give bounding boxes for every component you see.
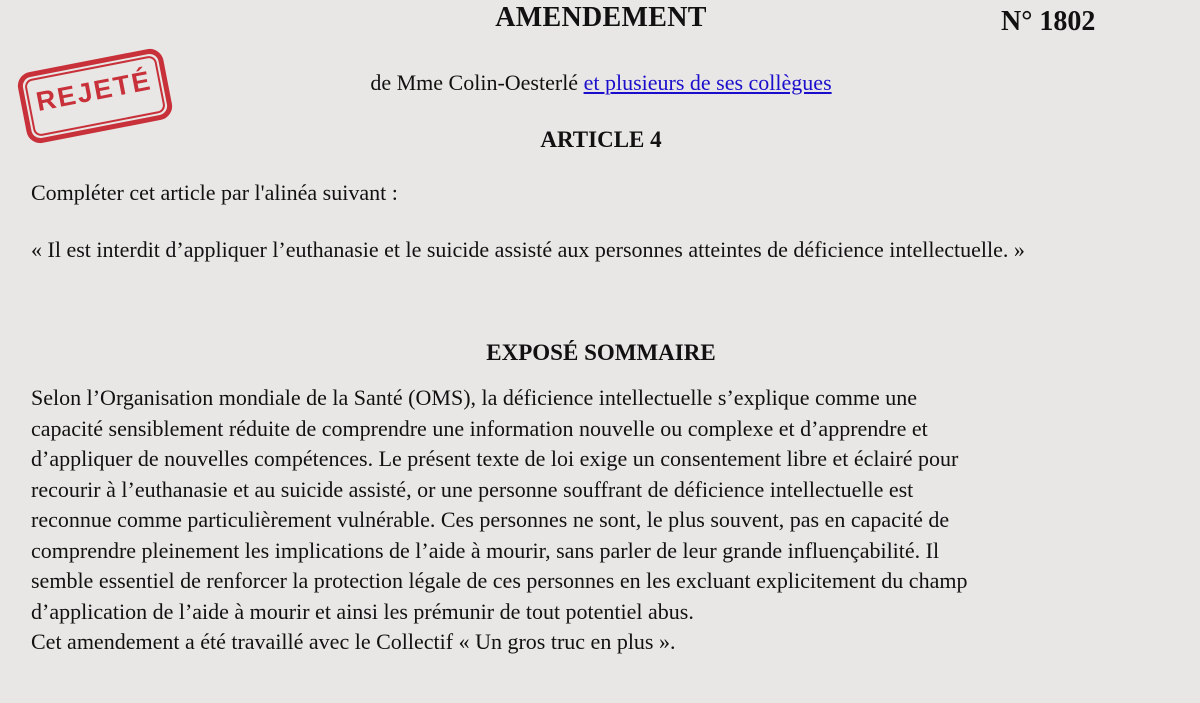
expose-line: capacité sensiblement réduite de comprendre une information nouvelle ou complexe et d’apprendre et	[31, 415, 928, 441]
expose-line: comprendre pleinement les implications de l’aide à mourir, sans parler de leur grande influençabilité. Il	[31, 537, 940, 563]
expose-line: Selon l’Organisation mondiale de la Santé (OMS), la déficience intellectuelle s’explique comme une	[31, 385, 918, 410]
article-intro: Compléter cet article par l'alinéa suivant :	[31, 180, 398, 205]
expose-line: reconnue comme particulièrement vulnérable. Ces personnes ne sont, le plus souvent, pas en capacité de	[31, 507, 950, 532]
article-quote: « Il est interdit d’appliquer l’euthanasie et le suicide assisté aux personnes atteintes de déficience intellectuelle. »	[31, 237, 1025, 262]
expose-heading: EXPOSÉ SOMMAIRE	[486, 340, 716, 365]
expose-body	[31, 383, 1191, 658]
stamp-label: REJETÉ	[33, 65, 155, 117]
amendment-title: AMENDEMENT	[495, 2, 707, 33]
author-name: de Mme Colin-Oesterlé	[370, 70, 579, 95]
expose-line: semble essentiel de renforcer la protection légale de ces personnes en les excluant explicitement du champ	[31, 568, 968, 593]
cosigners-link[interactable]: et plusieurs de ses collègues	[583, 70, 832, 95]
expose-line: d’application de l’aide à mourir et ainsi les prémunir de tout potentiel abus.	[31, 598, 694, 624]
expose-line: recourir à l’euthanasie et au suicide assisté, or une personne souffrant de déficience intellectuelle est	[31, 476, 914, 502]
amendment-number: N° 1802	[1001, 6, 1096, 37]
expose-line: Cet amendement a été travaillé avec le Collectif « Un gros truc en plus ».	[31, 629, 676, 654]
article-heading: ARTICLE 4	[540, 127, 662, 152]
expose-line: d’appliquer de nouvelles compétences. Le présent texte de loi exige un consentement libre et éclairé pour	[31, 446, 959, 471]
author-line	[0, 70, 1200, 96]
